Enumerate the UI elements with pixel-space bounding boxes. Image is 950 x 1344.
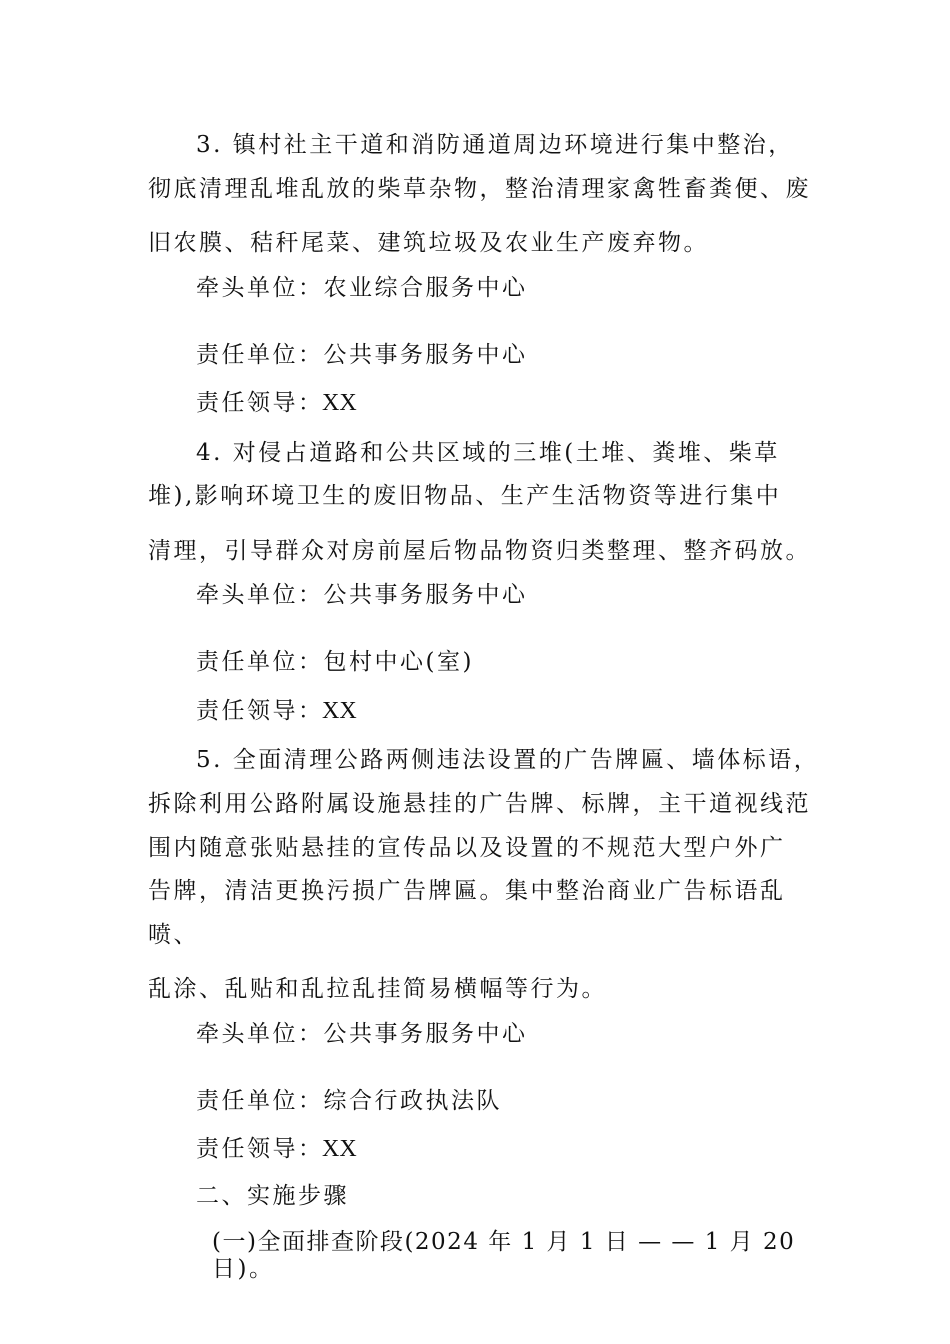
item4-line-3: 清理，引导群众对房前屋后物品物资归类整理、整齐码放。 — [148, 538, 811, 564]
item5-resp-leader-label: 责任领导： — [196, 1136, 324, 1162]
item3-lead-unit: 牵头单位：农业综合服务中心 — [196, 275, 528, 301]
item5-lead-unit: 牵头单位：公共事务服务中心 — [196, 1021, 528, 1047]
item5-line-2: 拆除利用公路附属设施悬挂的广告牌、标牌，主干道视线范 — [148, 791, 811, 817]
item5-line-6: 乱涂、乱贴和乱拉乱挂简易横幅等行为。 — [148, 976, 607, 1002]
item5-resp-unit: 责任单位：综合行政执法队 — [196, 1088, 502, 1114]
item3-line-2: 彻底清理乱堆乱放的柴草杂物，整治清理家禽牲畜粪便、废 — [148, 176, 811, 202]
item5-line-3: 围内随意张贴悬挂的宣传品以及设置的不规范大型户外广 — [148, 835, 786, 861]
item5-line-4: 告牌，清洁更换污损广告牌匾。集中整治商业广告标语乱 — [148, 878, 786, 904]
item4-resp-leader-label: 责任领导： — [196, 698, 324, 724]
section2-heading: 二、实施步骤 — [196, 1183, 349, 1209]
item4-lead-unit: 牵头单位：公共事务服务中心 — [196, 582, 528, 608]
item4-line-2: 堆),影响环境卫生的废旧物品、生产生活物资等进行集中 — [148, 483, 782, 509]
item3-resp-leader-label: 责任领导： — [196, 390, 324, 416]
item5-line-1: 5. 全面清理公路两侧违法设置的广告牌匾、墙体标语， — [196, 747, 820, 773]
item3-line-1: 3. 镇村社主干道和消防通道周边环境进行集中整治， — [196, 132, 794, 158]
item5-line-5: 喷、 — [148, 922, 199, 948]
item3-resp-unit: 责任单位：公共事务服务中心 — [196, 342, 528, 368]
item4-resp-leader-value: XX — [322, 698, 357, 724]
item3-resp-leader-value: XX — [322, 390, 357, 416]
item5-resp-leader-value: XX — [322, 1136, 357, 1162]
item4-resp-unit: 责任单位：包村中心(室) — [196, 649, 474, 675]
stage1-line-2: 日)。 — [212, 1256, 275, 1282]
stage1-line-1: (一)全面排查阶段(2024 年 1 月 1 日 — — 1 月 20 — [212, 1229, 796, 1255]
item3-line-3: 旧农膜、秸秆尾菜、建筑垃圾及农业生产废弃物。 — [148, 230, 709, 256]
item4-line-1: 4. 对侵占道路和公共区域的三堆(土堆、粪堆、柴草 — [196, 440, 780, 466]
